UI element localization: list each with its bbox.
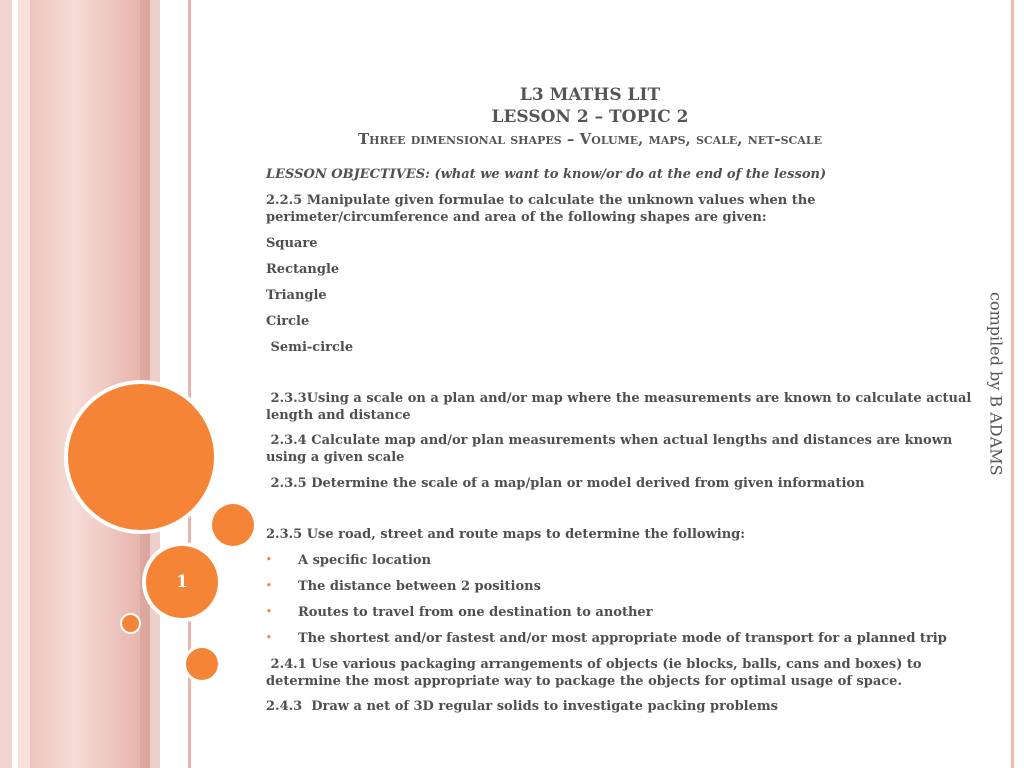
list-item	[266, 604, 978, 621]
objective-2-4-3: 2.4.3 Draw a net of 3D regular solids to investigate packing problems	[266, 699, 778, 714]
slide-number: 1	[176, 572, 188, 592]
title-line-3: Three dimensional shapes – Volume, maps, scale, net-scale	[358, 130, 822, 148]
shape-item: Triangle	[266, 288, 327, 303]
decorative-circle-small	[122, 615, 139, 632]
title-line-1: L3 MATHS LIT	[519, 85, 661, 105]
shape-item: Rectangle	[266, 262, 340, 277]
slide-content	[266, 166, 978, 715]
bullet-icon: •	[266, 607, 272, 617]
right-border-line	[1011, 0, 1014, 768]
stripe	[18, 0, 30, 768]
objective-2-3-5-scale: 2.3.5 Determine the scale of a map/plan or model derived from given information	[266, 476, 865, 491]
objective-2-3-5-maps: 2.3.5 Use road, street and route maps to determine the following:	[266, 527, 746, 542]
decorative-stripes	[0, 0, 200, 768]
list-item-text: The shortest and/or fastest and/or most appropriate mode of transport for a planned trip	[298, 631, 947, 646]
list-item	[266, 630, 978, 647]
slide-title	[240, 84, 940, 150]
decorative-circle-large	[68, 384, 214, 530]
bullet-icon: •	[266, 555, 272, 565]
author-credit	[982, 292, 1010, 482]
list-item-text: A specific location	[298, 553, 432, 568]
bullet-icon: •	[266, 633, 272, 643]
shape-item: Semi-circle	[266, 340, 354, 355]
stripe	[30, 0, 140, 768]
list-item	[266, 578, 978, 595]
author-credit-text: compiled by B ADAMS	[986, 292, 1006, 476]
title-line-2: LESSON 2 – TOPIC 2	[491, 107, 689, 127]
decorative-circle-lower	[186, 648, 218, 680]
list-item-text: The distance between 2 positions	[298, 579, 541, 594]
objective-2-3-3: 2.3.3Using a scale on a plan and/or map where the measurements are known to calculate actual length and distance	[266, 391, 976, 423]
objective-2-3-4: 2.3.4 Calculate map and/or plan measurements when actual lengths and distances are known using a given scale	[266, 433, 957, 465]
list-item	[266, 552, 978, 569]
shape-item: Square	[266, 236, 318, 251]
list-item-text: Routes to travel from one destination to another	[298, 605, 653, 620]
objectives-heading: LESSON OBJECTIVES: (what we want to know/or do at the end of the lesson)	[266, 167, 827, 182]
decorative-circle-medium	[212, 504, 254, 546]
shape-item: Circle	[266, 314, 310, 329]
objective-2-4-1: 2.4.1 Use various packaging arrangements of objects (ie blocks, balls, cans and boxes) to determine the most appropriate way to package the objects for optimal usage of space.	[266, 657, 927, 689]
stripe	[0, 0, 12, 768]
bullet-icon: •	[266, 581, 272, 591]
slide-number-badge	[146, 546, 218, 618]
objective-2-2-5: 2.2.5 Manipulate given formulae to calculate the unknown values when the perimeter/circumference and area of the following shapes are given:	[266, 193, 816, 225]
